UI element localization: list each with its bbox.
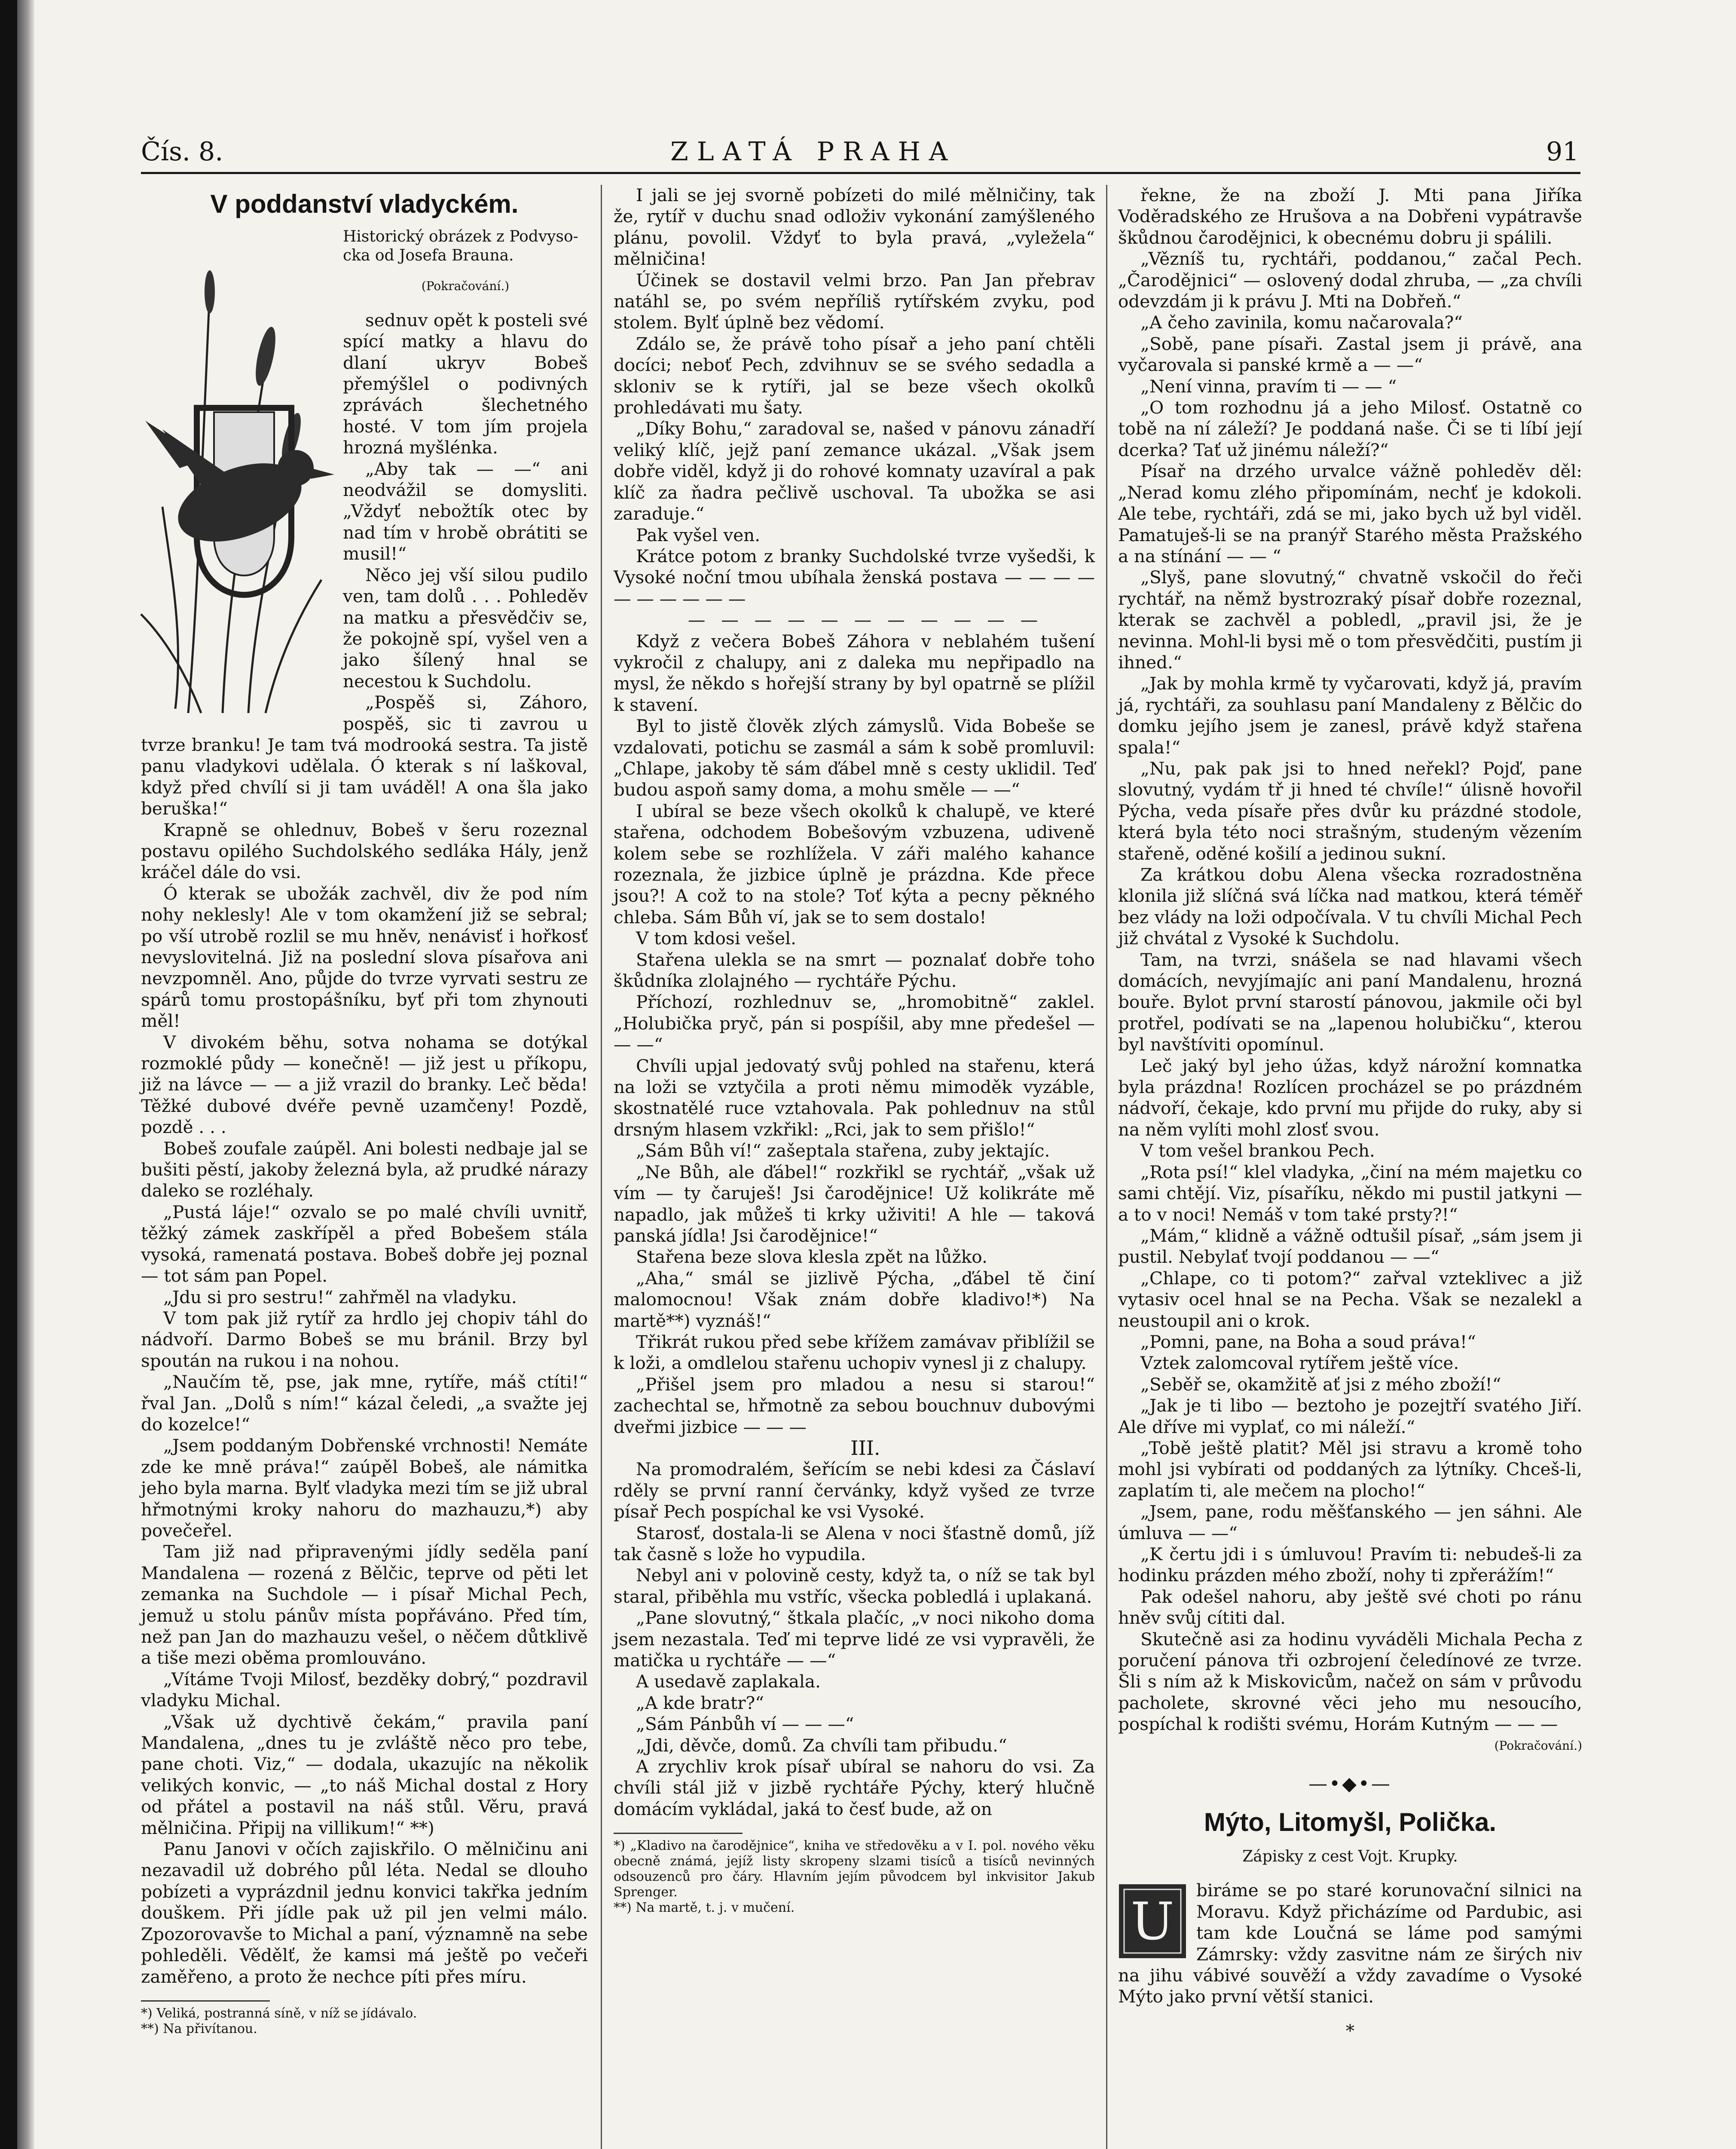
footnote-rule	[614, 1833, 743, 1834]
paragraph: „Pospěš si, Záhoro, pospěš, sic ti zavrou u tvrze branku! Je tam tvá modrooká sestra. Ta jistě panu vladykovi udělala. Ó kterak s ní laškoval, když před chvílí si ji tam uváděl! A ona šla jako beruška!“	[141, 692, 588, 819]
section-divider: — — — — — — — — — — —	[688, 609, 1043, 631]
binding-gutter	[17, 0, 34, 2149]
drop-letter: U	[1131, 1892, 1174, 1952]
paragraph: „Jsem, pane, rodu měšťanského — jen sáhni. Ale úmluva — —“	[1118, 1501, 1582, 1543]
column-2-text	[614, 185, 1095, 1820]
column-1-footnotes	[141, 2006, 588, 2037]
footnote: **) Na přivítanou.	[141, 2021, 257, 2036]
footnote-rule	[141, 2000, 270, 2002]
paragraph: „Pustá láje!“ ozvalo se po malé chvíli uvnitř, těžký zámek zaskřípěl a před Bobešem stála vysoká, ramenatá postava. Bobeš dobře jej poznal — tot sám pan Popel.	[141, 1201, 588, 1286]
paragraph: V tom vešel brankou Pech.	[1140, 1140, 1375, 1161]
paragraph: V divokém běhu, sotva nohama se dotýkal rozmoklé půdy — konečně! — již jest u příkopu, již na lávce — — a již vrazil do branky. Leč běda! Těžké dubové dvéře pevně uzamčeny! Pozdě, pozdě . . .	[141, 1032, 588, 1138]
paragraph: „Rota psí!“ klel vladyka, „činí na mém majetku co sami chtějí. Viz, písaříku, někdo mi pustil jatkyni — a to v noci! Nemáš v tom také prsty?!“	[1118, 1161, 1582, 1225]
column-2	[614, 185, 1095, 1916]
paragraph: „A kde bratr?“	[636, 1692, 764, 1713]
paragraph: Vztek zalomcoval rytířem ještě více.	[1140, 1353, 1459, 1374]
paragraph: Příchozí, rozhlednuv se, „hromobitně“ zaklel. „Holubička pryč, pán si pospíšil, aby mne předešel — — —“	[614, 992, 1095, 1055]
paragraph: „Slyš, pane slovutný,“ chvatně vskočil do řeči rychtář, na němž bystrozraký písař dobře rozeznal, kterak se zachvěl a pobledl, „pravil jsi, že je nevinna. Mohl-li bysi mě o tom přesvědčiti, pustím ji ihned.“	[1118, 567, 1582, 673]
column-separator	[601, 185, 602, 2149]
paragraph: I jali se jej svorně pobízeti do milé mělničiny, tak že, rytíř v duchu snad odloživ vykonání zamýšleného plánu, povolil. Vždyť to byla pravá, „vyležela“ mělničina!	[614, 185, 1095, 269]
paragraph: „Chlape, co ti potom?“ zařval vzteklivec a již vytasiv ocel hnal se na Pecha. Však se nezalekl a neustoupil ani o krok.	[1118, 1267, 1582, 1331]
story-subtitle: Historický obrázek z Podvyso-	[343, 228, 578, 246]
paragraph: „Naučím tě, pse, jak mne, rytíře, máš ctíti!“ řval Jan. „Dolů s ním!“ kázal čeledi, „a svažte jej do kozelce!“	[141, 1371, 588, 1435]
paragraph: Stařena beze slova klesla zpět na lůžko.	[636, 1246, 987, 1267]
paragraph: Písař na drzého urvalce vážně pohleděv děl: „Nerad komu zlého připomínám, nechť je kdokoli. Ale tebe, rychtáři, zdá se mi, jako bych už byl viděl. Pamatuješ-li se na pranýř Starého města Pražského a na stínání — — “	[1118, 461, 1582, 566]
paragraph: „Jdu si pro sestru!“ zahřměl na vladyku.	[163, 1286, 517, 1307]
column-3-text	[1118, 185, 1582, 1735]
paragraph: A zrychliv krok písař ubíral se nahoru do vsi. Za chvíli stál již v jizbě rychtáře Pýchy, který hlučně domácím vykládal, jaká to česť bude, až on	[614, 1756, 1095, 1819]
paragraph: Leč jaký byl jeho úžas, když nárožní komnatka byla prázdna! Rozlícen procházel se po prázdném nádvoří, čekaje, kdo první mu přijde do ruky, aby si na něm vylíti mohl zlosť svou.	[1118, 1055, 1582, 1140]
paragraph: Pak odešel nahoru, aby ještě své choti po ránu hněv svůj cítiti dal.	[1118, 1586, 1582, 1629]
paragraph: V tom pak již rytíř za hrdlo jej chopiv táhl do nádvoří. Darmo Bobeš se mu bránil. Brzy byl spoután na rukou i na nohou.	[141, 1307, 588, 1371]
paragraph: „O tom rozhodnu já a jeho Milosť. Ostatně co tobě na ní záleží? Je poddaná naše. Či se ti líbí její dcerka? Tať už jinému náleží?“	[1118, 397, 1582, 460]
footnote: **) Na martě, t. j. v mučení.	[614, 1900, 795, 1916]
paragraph: „Sám Pánbůh ví — — —“	[636, 1714, 854, 1735]
paragraph: „Sám Bůh ví!“ zašeptala stařena, zuby jektajíc.	[636, 1140, 1050, 1161]
paragraph: „Jdi, děvče, domů. Za chvíli tam přibudu.“	[636, 1735, 1007, 1756]
paragraph: Účinek se dostavil velmi brzo. Pan Jan přebrav natáhl se, po svém nepříliš rytířském zvyku, pod stolem. Bylť úplně bez vědomí.	[614, 269, 1095, 333]
paragraph: Chvíli upjal jedovatý svůj pohled na stařenu, která na loži se vztyčila a proti němu mimoděk vyzáble, skostnatělé ruce vztahovala. Pak pohlednuv na stůl drsným hlasem vzkřikl: „Rci, jak to sem přišlo!“	[614, 1055, 1095, 1140]
page-number: 91	[1546, 137, 1579, 167]
paragraph: „Nu, pak pak jsi to hned neřekl? Pojď, pane slovutný, vydám tř ji hned té chvíle!“ úlisně hovořil Pýcha, veda písaře přes dvůr ku prázdné stodole, která byla této noci strašným, studeným vězením stařeně, oděné košilí a jedinou sukní.	[1118, 758, 1582, 864]
paragraph: Starosť, dostala-li se Alena v noci šťastně domů, jíž tak časně s lože ho vypudila.	[614, 1522, 1095, 1564]
story-2-subtitle: Zápisky z cest Vojt. Krupky.	[1242, 1847, 1458, 1865]
paragraph: Pak vyšel ven.	[636, 524, 761, 545]
decorative-drop-initial	[1118, 1883, 1187, 1959]
paragraph: „Není vinna, pravím ti — — “	[1140, 376, 1397, 397]
continued-note: (Pokračování.)	[1494, 1738, 1582, 1753]
paragraph: Něco jej vší silou pudilo ven, tam dolů . . . Pohleděv na matku a přesvědčiv se, že pokojně spí, vyšel ven a jako šílený hnal se necestou k Suchdolu.	[343, 564, 588, 692]
section-ornament: —•◆•—	[1308, 1773, 1392, 1795]
paragraph: Za krátkou dobu Alena všecka rozradostněna klonila již slíčná svá líčka nad matkou, která téměř bez vlády na loži odpočívala. V tu chvíli Michal Pech již chvátal z Vysoké k Suchdolu.	[1118, 864, 1582, 949]
story-title: V poddanství vladyckém.	[210, 190, 519, 218]
paragraph: Krátce potom z branky Suchdolské tvrze vyšedši, k Vysoké noční tmou ubíhala ženská postava — — — — — — — — — —	[614, 545, 1095, 609]
paragraph: Ó kterak se ubožák zachvěl, div že pod ním nohy neklesly! Ale v tom okamžení již se sebral; po vší utrobě rozlil se mu hněv, nenávisť i hořkosť nevyslovitelná. Již na poslední slova písařova ani nevzpomněl. Ano, půjde do tvrze vyrvati sestru ze spárů tomu prostopášníku, byť při tom zhynouti měl!	[141, 883, 588, 1032]
paragraph: „Ne Bůh, ale ďábel!“ rozkřikl se rychtář, „však už vím — ty čaruješ! Jsi čarodějnice! Už kolikráte mě napadlo, jak můžeš ti krky uživiti! A hle — taková panská jídla! Jsi čarodějnice!“	[614, 1161, 1095, 1246]
end-mark: *	[1345, 2020, 1355, 2041]
paragraph: I ubíral se beze všech okolků k chalupě, ve které stařena, odchodem Bobešovým vzbuzena, udiveně kolem sebe se rozhlížela. V záři malého kahance rozeznala, že jizbice úplně je prázdna. Kde přece jsou?! A což to na stole? Toť kýta a pecny pěkného chleba. Sám Bůh ví, jak se to sem dostalo!	[614, 800, 1095, 928]
column-separator	[1106, 185, 1107, 2149]
paragraph: „Jak by mohla krmě ty vyčarovati, když já, pravím já, rychtáři, za souhlasu paní Mandaleny z Bělčic do domku jejího jsem je zanesl, právě když stařena spala!“	[1118, 673, 1582, 758]
paragraph: „Jak je ti libo — beztoho je pozejtří svatého Jiří. Ale dříve mi vyplať, co mi náleží.“	[1118, 1395, 1582, 1437]
paragraph: Nebyl ani v polovině cesty, když ta, o níž se tak byl staral, přiběhla mu vstříc, všecka pobledlá i uplakaná.	[614, 1565, 1095, 1607]
chapter-number: III.	[850, 1436, 880, 1460]
paragraph: „Aha,“ smál se jizlivě Pýcha, „ďábel tě činí malomocnou! Však znám dobře kladivo!*) Na martě**) vyznáš!“	[614, 1267, 1095, 1331]
paragraph: Třikrát rukou před sebe křížem zamávav přiblížil se k loži, a omdlelou stařenu uchopiv vynesl ji z chalupy.	[614, 1331, 1095, 1374]
story-subtitle: cka od Josefa Brauna.	[343, 247, 514, 265]
paragraph: „Vítáme Tvoji Milosť, bezděky dobrý,“ pozdravil vladyku Michal.	[141, 1668, 588, 1711]
footnote: *) Veliká, postranná síně, v níž se jídávalo.	[141, 2005, 417, 2021]
paragraph: Skutečně asi za hodinu vyváděli Michala Pecha z poručení pánova tři ozbrojení čeledínové ze tvrze. Šli s ním až k Miskovicům, načež on sám v průvodu pacholete, skrovné věci jeho mu nesoucího, pospíchal k rodišti svému, Horám Kutným — — —	[1118, 1629, 1582, 1735]
paragraph: „Pane slovutný,“ štkala plačíc, „v noci nikoho doma jsem nezastala. Teď mi teprve lidé ze vsi vypravěli, že matička u rychtáře — —“	[614, 1607, 1095, 1671]
header-rule	[141, 172, 1580, 174]
paragraph: „Díky Bohu,“ zaradoval se, našed v pánovu zánadří veliký klíč, jejž paní zemance ukázal. „Však jsem dobře viděl, když ji do rohové komnaty uzavíral a pak klíč za ňadra pečlivě uschoval. Ta ubožka se asi zaraduje.“	[614, 418, 1095, 524]
paragraph: „Mám,“ klidně a vážně odtušil písař, „sám jsem ji pustil. Nebylať tvojí poddanou — —“	[1118, 1225, 1582, 1267]
story-2-title: Mýto, Litomyšl, Polička.	[1204, 1808, 1497, 1837]
masthead: ZLATÁ PRAHA	[670, 137, 957, 167]
paragraph: Panu Janovi v očích zajiskřilo. O mělničinu ani nezavadil už dobrého půl léta. Nedal se dlouho pobízeti a vyprázdnil jednu konvici takřka jedním douškem. Při jídle pak už pil jen velmi málo. Zpozorovavše to Michal a paní, významně na sebe pohleděli. Vědělť, že kamsi má ještě po večeři zaměřeno, a proto že nechce píti přes míru.	[141, 1839, 588, 1987]
paragraph: Byl to jistě člověk zlých zámyslů. Vida Bobeše se vzdalovati, potichu se zasmál a sám k sobě promluvil: „Chlape, jakoby tě sám ďábel mně s cesty uklidil. Teď budou aspoň samy doma, a mohu směle — —“	[614, 716, 1095, 800]
paragraph: A usedavě zaplakala.	[636, 1671, 821, 1692]
footnote: *) „Kladivo na čarodějnice“, kniha ve středověku a v I. pol. nového věku obecně známá, jejíž listy skropeny slzami tisíců a tisíců nevinných odsouzenců pro čáry. Hlavním jejím původcem byl inkvisitor Jakub Sprenger.	[614, 1838, 1095, 1900]
paragraph: Tam již nad připravenými jídly seděla paní Mandalena — rozená z Bělčic, teprve od pěti let zemanka na Suchdole — i písař Michal Pech, jemuž u stolu pánův místa popřáváno. Před tím, než pan Jan do mazhauzu vešel, o něčem důtklivě a tiše mezi oběma promlouváno.	[141, 1541, 588, 1668]
paragraph: řekne, že na zboží J. Mti pana Jiříka Voděradského ze Hrušova a na Dobřeni vypátravše škůdnou čarodějnici, k obecnému dobru ji spálili.	[1118, 185, 1582, 248]
story-2-text: biráme se po staré korunovační silnici na Moravu. Když přicházíme od Pardubic, asi tam kde Loučná se láme pod samými Zámrsky: vždy zasvitne nám ze širých niv na jihu vábivé souvěží a vždy zavadíme o Vysoké Mýto jako první větší stanici.	[1118, 1880, 1582, 2007]
column-2-footnotes	[614, 1838, 1095, 1916]
paragraph: Bobeš zoufale zaúpěl. Ani bolesti nedbaje jal se bušiti pěstí, jakoby železná byla, až prudké nárazy daleko se rozléhaly.	[141, 1138, 588, 1201]
paragraph: Když z večera Bobeš Záhora v neblahém tušení vykročil z chalupy, ani z daleka mu nepřipadlo na mysl, že někdo s hořejší strany by byl opatrně se plížil k stavení.	[614, 631, 1095, 715]
paragraph: „Aby tak — —“ ani neodvážil se domysliti. „Vždyť nebožtík otec by nad tím v hrobě obrátiti se musil!“	[343, 458, 588, 564]
paragraph: Na promodralém, šeřícím se nebi kdesi za Čáslaví rděly se první ranní červánky, když vyšed ze tvrze písař Pech pospíchal ke vsi Vysoké.	[614, 1459, 1095, 1522]
paragraph: V tom kdosi vešel.	[636, 928, 796, 949]
column-1	[141, 185, 588, 2037]
paragraph: Zdálo se, že právě toho písař a jeho paní chtěli docíci; neboť Pech, zdvihnuv se se svého sedadla a skloniv se k rytíři, jal se beze všech okolků prohledávati mu šaty.	[614, 333, 1095, 418]
issue-number: Čís. 8.	[141, 137, 223, 167]
paragraph: „K čertu jdi i s úmluvou! Pravím ti: nebudeš-li za hodinku prázden mého zboží, nohy ti zpřerážím!“	[1118, 1544, 1582, 1586]
paragraph: Tam, na tvrzi, snášela se nad hlavami všech domácích, nevyjímajíc ani paní Mandalenu, hrozná bouře. Bylot první starostí pánovou, jakmile oči byl protřel, podívati se na „lapenou holubičku“, kterou byl navštíviti opomínul.	[1118, 949, 1582, 1055]
paragraph: „Seběř se, okamžitě ať jsi z mého zboží!“	[1140, 1374, 1501, 1395]
paragraph: Krapně se ohlednuv, Bobeš v šeru rozeznal postavu opilého Suchdolského sedláka Hály, jenž kráčel dále do vsi.	[141, 819, 588, 883]
paragraph: „A čeho zavinila, komu načarovala?“	[1140, 312, 1463, 333]
paragraph: „Pomni, pane, na Boha a soud práva!“	[1140, 1331, 1476, 1352]
paragraph: „Sobě, pane písaři. Zastal jsem ji právě, ana vyčarovala si panské krmě a — —“	[1118, 333, 1582, 376]
paragraph: „Vězníš tu, rychtáři, poddanou,“ začal Pech. „Čarodějnici“ — oslovený dodal zhruba, — „za chvíli odevzdám ji k právu J. Mti na Dobřeň.“	[1118, 248, 1582, 312]
paragraph: „Přišel jsem pro mladou a nesu si starou!“ zachechtal se, hřmotně za sebou bouchnuv dubovými dveřmi jizbice — — —	[614, 1374, 1095, 1437]
continued-note: (Pokračování.)	[421, 279, 510, 294]
paragraph: „Tobě ještě platit? Měl jsi stravu a kromě toho mohl jsi vybírati od poddaných za lýtníky. Chceš-li, zaplatím ti, ale mečem na plocho!“	[1118, 1437, 1582, 1501]
paragraph: „Jsem poddaným Dobřenské vrchnosti! Nemáte zde ke mně práva!“ zaúpěl Bobeš, ale námitka jeho byla marna. Bylť vladyka mezi tím se již ubral hřmotnými kroky nahoru do mazhauzu,*) aby povečeřel.	[141, 1435, 588, 1541]
paragraph: „Však už dychtivě čekám,“ pravila paní Mandalena, „dnes tu je zvláště něco pro tebe, pane choti. Viz,“ — dodala, ukazujíc na několik velikých konvic, — „to náš Michal dostal z Hory od přátel a postavil na náš stůl. Věru, pravá mělničina. Připij na villikum!“ **)	[141, 1711, 588, 1838]
column-3	[1118, 185, 1582, 2042]
paragraph: sednuv opět k posteli své spící matky a hlavu do dlaní ukryv Bobeš přemýšlel o podivných zprávách šlechetného hosté. V tom jím projela hrozná myšlénka.	[343, 309, 588, 458]
bird-initial-illustration	[137, 227, 334, 722]
paragraph: Stařena ulekla se na smrt — poznalať dobře toho škůdníka zlolajného — rychtáře Pýchu.	[614, 949, 1095, 992]
